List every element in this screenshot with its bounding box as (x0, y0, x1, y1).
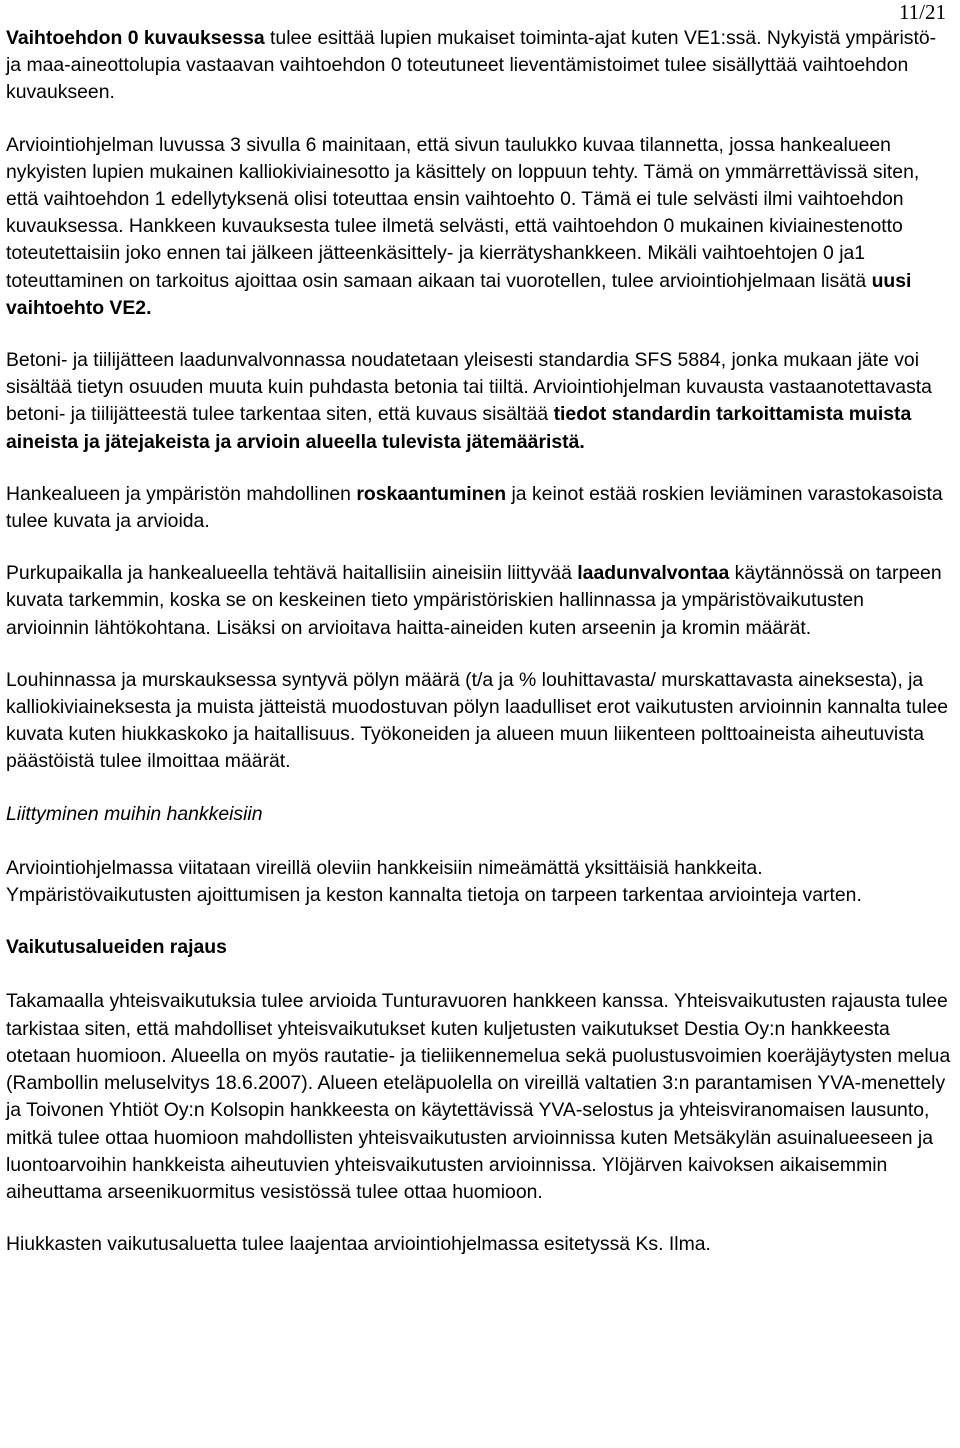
paragraph-vaihtoehto-0 (6, 25, 952, 107)
paragraph-text: Betoni- ja tiilijätteen laadunvalvonnassa noudatetaan yleisesti standardia SFS 5884, jonka mukaan jäte voi sisältää tietyn osuuden muuta kuin puhdasta betonia tai tiiltä. Arviointiohjelman kuvausta vastaanotettavasta betoni- ja tiilijätteestä tulee tarkentaa siten, että kuvaus sisältää (6, 349, 932, 426)
paragraph-text: Louhinnassa ja murskauksessa syntyvä pölyn määrä (t/a ja % louhittavasta/ murskattavasta aineksesta), ja kalliokiviaineksesta ja muista jätteistä muodostuvan pölyn laadulliset erot vaikutusten arvioinnin kannalta tulee kuvata kuten hiukkaskoko ja haitallisuus. Työkoneiden ja alueen muun liikenteen polttoaineista aiheutuvista päästöistä tulee ilmoittaa määrät. (6, 668, 949, 773)
paragraph-text: tulee esittää lupien mukaiset toiminta-ajat kuten VE1:ssä. Nykyistä ympäristö- ja maa-aineottolupia vastaavan vaihtoehdon 0 toteutuneet lieventämistoimet tulee sisällyttää vaihtoehdon kuvaukseen. (6, 27, 937, 104)
paragraph-text: Purkupaikalla ja hankealueella tehtävä haitallisiin aineisiin liittyvää (6, 562, 578, 585)
bold-phrase: Vaihtoehdon 0 kuvauksessa (6, 27, 265, 49)
paragraph-arviointiohjelma-luku-3 (6, 132, 952, 322)
paragraph-text: käytännössä on tarpeen kuvata tarkemmin, koska se on keskeinen tieto ympäristöriskien hallinnassa ja ympäristövaikutusten arvioinnin lähtökohtana. Lisäksi on arvioitava haitta-aineiden kuten arseenin ja kromin määrät. (6, 562, 942, 639)
paragraph-polyn-maara (6, 667, 952, 776)
paragraph-text: Arviointiohjelman luvussa 3 sivulla 6 mainitaan, että sivun taulukko kuvaa tilannetta, jossa hankealueen nykyisten lupien mukainen kalliokiviainesotto ja käsittely on loppuun tehty. Tämä on ymmärrettävissä siten, että vaihtoehdon 1 edellytyksenä olisi toteuttaa ensin vaihtoehto 0. Tämä ei tule selvästi ilmi vaihtoehdon kuvauksessa. Hankkeen kuvauksesta tulee ilmetä selvästi, että vaihtoehdon 0 mukainen kiviainestenotto toteutettaisiin joko ennen tai jälkeen jätteenkäsittely- ja kierrätyshankkeen. Mikäli vaihtoehtojen 0 ja1 toteuttaminen on tarkoitus ajoittaa osin samaan aikaan tai vuorotellen, tulee arviointiohjelmaan lisätä (6, 133, 920, 292)
section-heading-liittyminen: Liittyminen muihin hankkeisiin (6, 802, 263, 825)
paragraph-text: Hankealueen ja ympäristön mahdollinen (6, 482, 357, 505)
bold-phrase: tiedot standardin tarkoittamista muista aineista ja jätejakeista ja arvioin alueella tulevista jätemääristä. (6, 403, 912, 453)
bold-phrase: laadunvalvontaa (577, 562, 730, 585)
paragraph-hiukkaset (6, 1231, 952, 1258)
paragraph-text: ja keinot estää roskien leviäminen varastokasoista tulee kuvata ja arvioida. (6, 482, 943, 533)
bold-phrase: uusi vaihtoehto VE2. (6, 269, 912, 319)
bold-phrase: roskaantuminen (356, 482, 507, 505)
paragraph-roskaantuminen (6, 481, 952, 535)
section-heading-vaikutusalueet: Vaikutusalueiden rajaus (6, 936, 227, 959)
paragraph-takamaa-yhteisvaikutukset (6, 988, 952, 1206)
document-body (6, 25, 952, 1258)
paragraph-text: Hiukkasten vaikutusaluetta tulee laajentaa arviointiohjelmassa esitetyssä Ks. Ilma. (6, 1233, 711, 1256)
paragraph-text: Takamaalla yhteisvaikutuksia tulee arvioida Tunturavuoren hankkeen kanssa. Yhteisvaikutusten rajausta tulee tarkistaa siten, että mahdolliset yhteisvaikutukset kuten kuljetusten vaikutukset Destia Oy:n hankkeesta otetaan huomioon. Alueella on myös rautatie- ja tieliikennemelua sekä puolustusvoimien koeräjäytysten melua (Rambollin meluselvitys 18.6.2007). Alueen eteläpuolella on vireillä valtatien 3:n parantamisen YVA-menettely ja Toivonen Yhtiöt Oy:n Kolsopin hankkeesta on käytettävissä YVA-selostus ja yhteisviranomaisen lausunto, mitkä tulee ottaa huomioon mahdollisten yhteisvaikutusten arvioinnissa kuten Metsäkylän asuinalueeseen ja luontoarvoihin hankkeista aiheutuvien yhteisvaikutusten arvioinnissa. Ylöjärven kaivoksen aikaisemmin aiheuttama arseenikuormitus vesistössä tulee ottaa huomioon. (6, 990, 951, 1203)
paragraph-laadunvalvonta (6, 560, 952, 642)
paragraph-text: Arviointiohjelmassa viitataan vireillä oleviin hankkeisiin nimeämättä yksittäisiä hankkeita. Ympäristövaikutusten ajoittumisen ja keston kannalta tietoja on tarpeen tarkentaa arviointeja varten. (6, 856, 862, 907)
paragraph-betoni-tiilijate (6, 347, 952, 456)
paragraph-vireilla-olevat-hankkeet (6, 855, 952, 909)
page-number: 11/21 (898, 0, 946, 24)
